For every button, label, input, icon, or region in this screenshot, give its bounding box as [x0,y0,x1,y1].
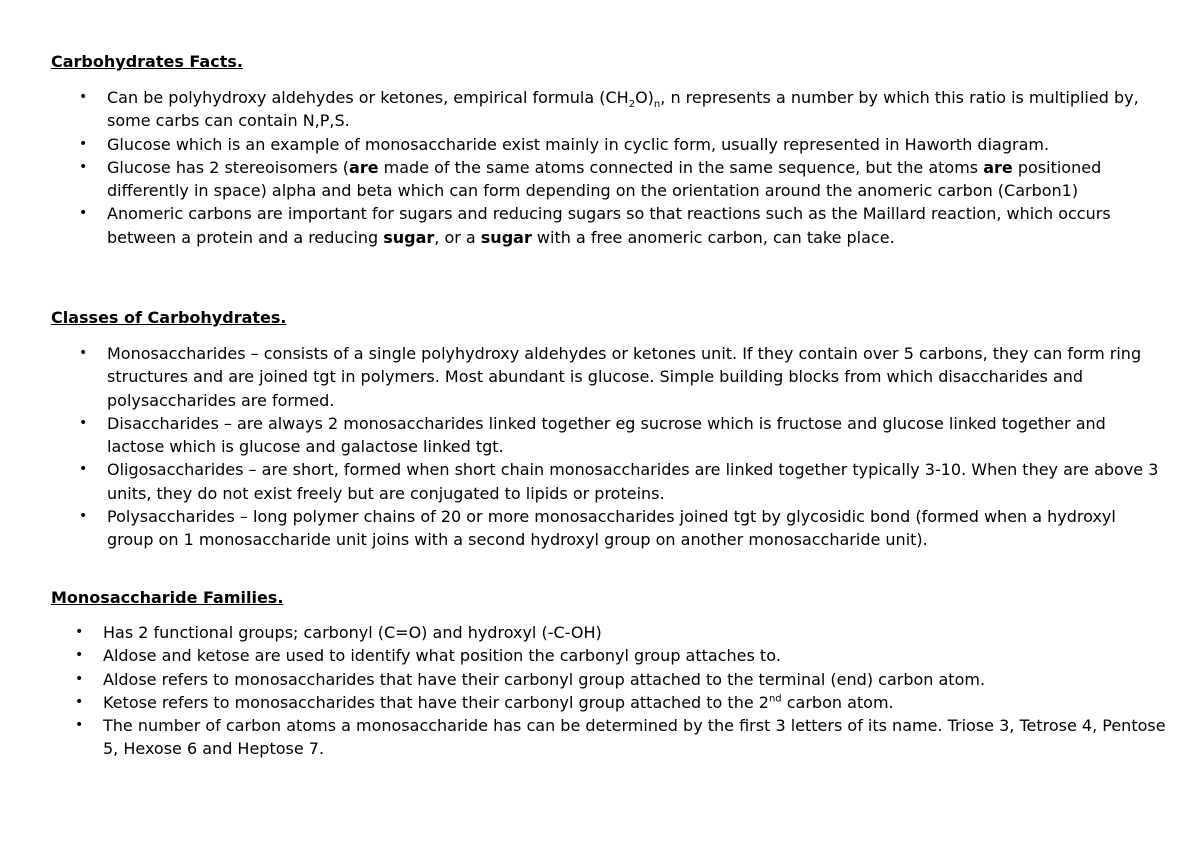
list-item: • Disaccharides – are always 2 monosaccharides linked together eg sucrose which is fructose and glucose linked together and lactose which is glucose and galactose linked tgt. [79,413,1106,457]
bullet-icon: • [79,508,88,525]
bullet-icon: • [79,89,88,105]
bullet-icon: • [79,158,88,175]
bullet-icon: • [79,345,88,361]
list-item: • Anomeric carbons are important for sugars and reducing sugars so that reactions such as the Maillard reaction, which occurs between a protein and a reducing sugar, or a sugar with a free anomeric carbon, can take place. [79,204,1111,247]
list-item: • Ketose refers to monosaccharides that have their carbonyl group attached to the 2nd carbon atom. [103,691,1167,714]
classes-of-carbohydrates-list [79,342,1167,552]
bullet-icon: • [75,717,84,734]
list-item: • Aldose refers to monosaccharides that have their carbonyl group attached to the terminal (end) carbon atom. [103,668,1167,691]
list-item: • Has 2 functional groups; carbonyl (C=O) and hydroxyl (-C-OH) [103,621,1167,644]
list-item: • Polysaccharides – long polymer chains of 20 or more monosaccharides joined tgt by glycosidic bond (formed when a hydroxyl group on 1 monosaccharide unit joins with a second hydroxyl group on another monosaccharide unit). [79,507,1116,550]
bullet-icon: • [79,135,88,152]
bullet-icon: • [79,461,88,478]
bullet-icon: • [75,670,84,687]
list-item: • Aldose and ketose are used to identify what position the carbonyl group attaches to. [103,644,1167,667]
bullet-icon: • [75,693,84,710]
heading-classes-of-carbohydrates: Classes of Carbohydrates. [51,308,287,327]
list-item: • Oligosaccharides – are short, formed when short chain monosaccharides are linked together typically 3-10. When they are above 3 units, they do not exist freely but are conjugated to lipids or proteins. [79,460,1159,503]
bullet-icon: • [79,414,88,431]
carbohydrates-facts-list [79,86,1167,249]
list-item: • Can be polyhydroxy aldehydes or ketones, empirical formula $(CH_2O)_n$, n represents a number by which this ratio is multiplied by, some carbs can contain N,P,S. [79,88,1139,131]
heading-carbohydrates-facts: Carbohydrates Facts. [51,52,243,71]
bullet-icon: • [79,205,88,222]
heading-monosaccharide-families: Monosaccharide Families. [51,588,284,607]
bullet-icon: • [75,624,84,640]
list-item: • Glucose has 2 stereoisomers (are made of the same atoms connected in the same sequence, but the atoms are positioned differently in space) alpha and beta which can form depending on the orientation around the anomeric carbon (Carbon1) [79,157,1102,201]
bullet-icon: • [75,647,84,664]
monosaccharide-families-list [75,621,1167,761]
list-item: • The number of carbon atoms a monosaccharide has can be determined by the first 3 letters of its name. Triose 3, Tetrose 4, Pentose 5, Hexose 6 and Heptose 7. [75,716,1166,759]
list-item: • Glucose which is an example of monosaccharide exist mainly in cyclic form, usually represented in Haworth diagram. [107,133,1167,156]
list-item: • Monosaccharides – consists of a single polyhydroxy aldehydes or ketones unit. If they contain over 5 carbons, they can form ring structures and are joined tgt in polymers. Most abundant is glucose. Simple building blocks from which disaccharides and polysaccharides are formed. [79,344,1142,410]
